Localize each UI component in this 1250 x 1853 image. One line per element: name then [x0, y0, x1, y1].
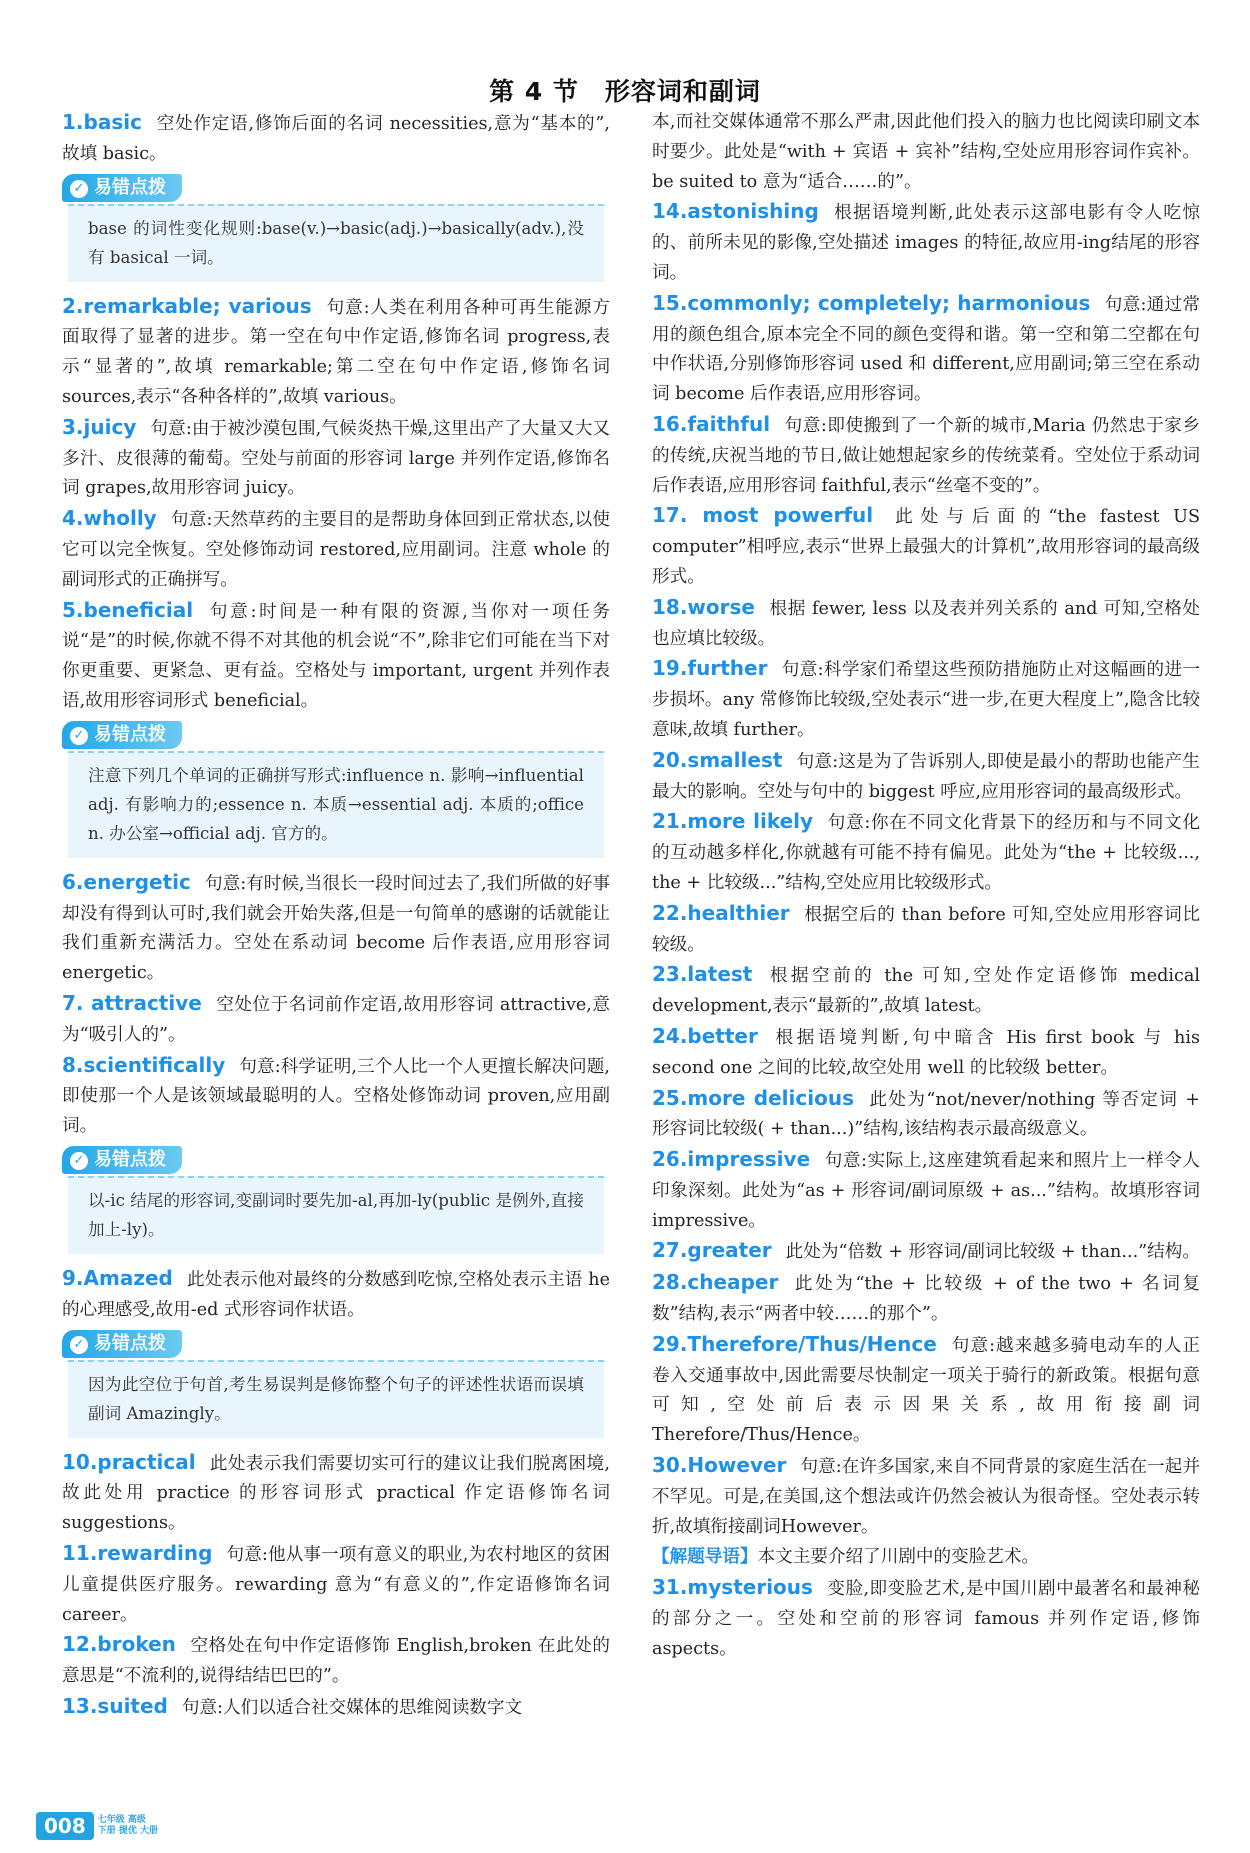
footer-caption-line: 下册 提优 大册	[97, 1826, 159, 1836]
tip-box: base 的词性变化规则:base(v.)→basic(adj.)→basically(adv.),没有 basical 一词。	[68, 204, 604, 282]
answer-entry	[62, 504, 610, 595]
answer-entry	[62, 868, 610, 989]
tip-badge-label: 易错点拨	[94, 176, 166, 198]
explanation-text: 句意:有时候,当很长一段时间过去了,我们所做的好事却没有得到认可时,我们就会开始失落,但是一句简单的感谢的话就能让我们重新充满活力。空处在系动词 become 后作表语,应用形容词 energetic。	[62, 873, 610, 984]
explanation-text: 本,而社交媒体通常不那么严肃,因此他们投入的脑力也比阅读印刷文本时要少。此处是“with + 宾语 + 宾补”结构,空处应用形容词作宾补。be suited to 意为“适合……的”。	[652, 112, 1200, 192]
answer-key: 8.scientifically	[62, 1052, 226, 1077]
answer-key: 17. most powerful	[652, 503, 874, 528]
tip-box: 注意下列几个单词的正确拼写形式:influence n. 影响→influential adj. 有影响力的;essence n. 本质→essential adj. 本质的;office n. 办公室→official adj. 官方的。	[68, 751, 604, 858]
answer-entry	[652, 501, 1200, 592]
page-number: 008	[36, 1812, 94, 1840]
check-icon: ✓	[70, 727, 88, 745]
answer-key: 28.cheaper	[652, 1270, 779, 1295]
explanation-text: 句意:通过常用的颜色组合,原本完全不同的颜色变得和谐。第一空和第二空都在句中作状语,分别修饰形容词 used 和 different,应用副词;第三空在系动词 become 后作表语,应用形容词。	[652, 294, 1200, 405]
explanation-text: 此处为“the + 比较级 + of the two + 名词复数”结构,表示“两者中较……的那个”。	[652, 1274, 1200, 1325]
footer-caption	[98, 1815, 158, 1837]
tip-badge	[62, 721, 182, 749]
check-icon: ✓	[70, 1152, 88, 1170]
explanation-text: 此处为“not/never/nothing 等否定词 + 形容词比较级( + than...)”结构,该结构表示最高级意义。	[652, 1089, 1200, 1140]
explanation-text: 句意:科学家们希望这些预防措施防止对这幅画的进一步损坏。any 常修饰比较级,空处表示“进一步,在更大程度上”,隐含比较意味,故填 further。	[652, 660, 1200, 740]
tip-badge	[62, 174, 182, 202]
answer-key: 21.more likely	[652, 809, 814, 834]
answer-entry	[652, 899, 1200, 961]
answer-key: 4.wholly	[62, 506, 157, 531]
answer-key: 3.juicy	[62, 414, 137, 439]
answer-key: 13.suited	[62, 1693, 168, 1718]
answer-entry	[62, 989, 610, 1051]
tip-box: 因为此空位于句首,考生易误判是修饰整个句子的评述性状语而误填副词 Amazingly。	[68, 1360, 604, 1438]
explanation-text: 句意:实际上,这座建筑看起来和照片上一样令人印象深刻。此处为“as + 形容词/副词原级 + as...”结构。故填形容词 impressive。	[652, 1151, 1200, 1231]
answer-entry	[652, 746, 1200, 808]
explanation-text: 此处为“倍数 + 形容词/副词比较级 + than...”结构。	[785, 1242, 1200, 1263]
answer-key: 16.faithful	[652, 411, 771, 436]
explanation-text: 此处表示我们需要切实可行的建议让我们脱离困境,故此处用 practice 的形容词形式 practical 作定语修饰名词 suggestions。	[62, 1453, 610, 1534]
answer-entry	[652, 1268, 1200, 1330]
answer-key: 29.Therefore/Thus/Hence	[652, 1331, 937, 1356]
explanation-text: 空格处在句中作定语修饰 English,broken 在此处的意思是“不流利的,说得结结巴巴的”。	[62, 1636, 610, 1687]
answer-key: 22.healthier	[652, 900, 790, 925]
answer-entry	[62, 1264, 610, 1326]
answer-key: 12.broken	[62, 1632, 176, 1657]
explanation-text: 句意:由于被沙漠包围,气候炎热干燥,这里出产了大量又大又多汁、皮很薄的葡萄。空处与前面的形容词 large 并列作定语,修饰名词 grapes,故用形容词 juicy。	[62, 418, 610, 499]
tip-badge	[62, 1330, 182, 1358]
explanation-text: 句意:天然草药的主要目的是帮助身体回到正常状态,以使它可以完全恢复。空处修饰动词 restored,应用副词。注意 whole 的副词形式的正确拼写。	[62, 510, 610, 590]
explanation-text: 句意:在许多国家,来自不同背景的家庭生活在一起并不罕见。可是,在美国,这个想法或许仍然会被认为很奇怪。空处表示转折,故填衔接副词However。	[652, 1457, 1200, 1537]
answer-entry	[652, 1573, 1200, 1664]
explanation-text: 根据空后的 than before 可知,空处应用形容词比较级。	[652, 904, 1200, 955]
answer-key: 14.astonishing	[652, 199, 819, 224]
check-icon: ✓	[70, 1336, 88, 1354]
explanation-text: 句意:他从事一项有意义的职业,为农村地区的贫困儿童提供医疗服务。rewarding 意为“有意义的”,作定语修饰名词 career。	[62, 1544, 610, 1625]
explanation-text: 句意:时间是一种有限的资源,当你对一项任务说“是”的时候,你就不得不对其他的机会说“不”,除非它们可能在当下对你更重要、更紧急、更有益。空格处与 important, urgent 并列作表语,故用形容词形式 beneficial。	[62, 601, 610, 711]
page-footer	[36, 1812, 158, 1840]
tip-box: 以-ic 结尾的形容词,变副词时要先加-al,再加-ly(public 是例外,直接加上-ly)。	[68, 1176, 604, 1254]
explanation-text: 空处作定语,修饰后面的名词 necessities,意为“基本的”,故填 basic。	[62, 114, 610, 164]
footer-caption-line: 七年级 高级	[97, 1815, 146, 1825]
answer-entry	[62, 413, 610, 504]
answer-key: 5.beneficial	[62, 597, 194, 622]
answer-key: 2.remarkable; various	[62, 293, 312, 318]
explanation-text: 根据 fewer, less 以及表并列关系的 and 可知,空格处也应填比较级。	[652, 598, 1200, 649]
explanation-text: 句意:这是为了告诉别人,即使是最小的帮助也能产生最大的影响。空处与句中的 biggest 呼应,应用形容词的最高级形式。	[652, 751, 1200, 802]
tip-badge-label: 易错点拨	[94, 1148, 166, 1170]
answer-entry	[652, 289, 1200, 410]
answer-entry	[652, 1145, 1200, 1236]
explanation-text: 变脸,即变脸艺术,是中国川剧中最著名和最神秘的部分之一。空处和空前的形容词 famous 并列作定语,修饰 aspects。	[652, 1579, 1200, 1659]
answer-entry	[62, 292, 610, 413]
answer-entry	[652, 593, 1200, 655]
answer-key: 23.latest	[652, 962, 753, 987]
left-column	[62, 108, 610, 1724]
passage-lead-tag: 【解题导语】	[652, 1546, 758, 1568]
answer-entry	[652, 807, 1200, 898]
answer-key: 25.more delicious	[652, 1085, 854, 1110]
answer-entry	[62, 1630, 610, 1692]
right-column	[652, 108, 1200, 1665]
explanation-text: 根据空前的 the 可知,空处作定语修饰 medical development,表示“最新的”,故填 latest。	[652, 966, 1200, 1017]
tip-badge	[62, 1146, 182, 1174]
answer-key: 6.energetic	[62, 869, 191, 894]
passage-lead	[652, 1542, 1200, 1573]
answer-entry	[652, 1022, 1200, 1084]
answer-key: 18.worse	[652, 594, 755, 619]
explanation-text: 句意:你在不同文化背景下的经历和与不同文化的互动越多样化,你就越有可能不持有偏见。此处为“the + 比较级..., the + 比较级...”结构,空处应用比较级形式。	[652, 813, 1200, 893]
explanation-text: 句意:人们以适合社交媒体的思维阅读数字文	[181, 1697, 523, 1718]
answer-entry	[62, 1448, 610, 1539]
answer-key: 27.greater	[652, 1238, 772, 1263]
answer-key: 15.commonly; completely; harmonious	[652, 290, 1091, 315]
answer-entry	[62, 1051, 610, 1142]
explanation-text: 此处表示他对最终的分数感到吃惊,空格处表示主语 he 的心理感受,故用-ed 式形容词作状语。	[62, 1269, 610, 1320]
explanation-text: 空处位于名词前作定语,故用形容词 attractive,意为“吸引人的”。	[62, 994, 610, 1045]
explanation-text: 此处与后面的“the fastest US computer”相呼应,表示“世界上最强大的计算机”,故用形容词的最高级形式。	[652, 507, 1200, 587]
answer-key: 24.better	[652, 1023, 758, 1048]
answer-entry	[62, 596, 610, 717]
answer-entry	[652, 1330, 1200, 1451]
answer-entry	[62, 1692, 610, 1724]
answer-key: 10.practical	[62, 1449, 196, 1474]
explanation-text: 句意:人类在利用各种可再生能源方面取得了显著的进步。第一空在句中作定语,修饰名词 progress,表示“显著的”,故填 remarkable;第二空在句中作定语,修饰名词 sources,表示“各种各样的”,故填 various。	[62, 297, 610, 407]
answer-key: 30.However	[652, 1453, 787, 1478]
answer-key: 7. attractive	[62, 990, 202, 1015]
passage-lead-text: 本文主要介绍了川剧中的变脸艺术。	[757, 1547, 1040, 1568]
answer-key: 26.impressive	[652, 1147, 811, 1172]
answer-entry	[652, 410, 1200, 501]
answer-entry	[652, 197, 1200, 288]
answer-entry	[652, 1451, 1200, 1542]
answer-key: 19.further	[652, 656, 768, 681]
answer-entry	[652, 1084, 1200, 1146]
check-icon: ✓	[70, 180, 88, 198]
answer-key: 1.basic	[62, 110, 142, 134]
tip-badge-label: 易错点拨	[94, 1332, 166, 1354]
explanation-text: 根据语境判断,句中暗含 His first book 与 his second one 之间的比较,故空处用 well 的比较级 better。	[652, 1027, 1200, 1078]
explanation-text: 根据语境判断,此处表示这部电影有令人吃惊的、前所未见的影像,空处描述 images 的特征,故应用-ing结尾的形容词。	[652, 203, 1200, 283]
answer-key: 20.smallest	[652, 747, 783, 772]
answer-entry	[62, 108, 610, 170]
answer-key: 9.Amazed	[62, 1265, 173, 1290]
explanation-text: 句意:即使搬到了一个新的城市,Maria 仍然忠于家乡的传统,庆祝当地的节日,做让她想起家乡的传统菜肴。空处位于系动词后作表语,应用形容词 faithful,表示“丝毫不变的”。	[652, 415, 1200, 496]
answer-key: 31.mysterious	[652, 1575, 813, 1600]
answer-entry	[652, 654, 1200, 745]
answer-key: 11.rewarding	[62, 1540, 213, 1565]
answer-entry	[652, 108, 1200, 197]
explanation-text: 句意:越来越多骑电动车的人正卷入交通事故中,因此需要尽快制定一项关于骑行的新政策。根据句意可知,空处前后表示因果关系,故用衔接副词 Therefore/Thus/Hence。	[652, 1335, 1200, 1446]
tip-badge-label: 易错点拨	[94, 723, 166, 745]
explanation-text: 句意:科学证明,三个人比一个人更擅长解决问题,即使那一个人是该领域最聪明的人。空格处修饰动词 proven,应用副词。	[62, 1056, 610, 1137]
section-title: 第 4 节 形容词和副词	[489, 77, 761, 106]
answer-entry	[652, 1236, 1200, 1268]
answer-entry	[652, 960, 1200, 1022]
answer-entry	[62, 1539, 610, 1630]
